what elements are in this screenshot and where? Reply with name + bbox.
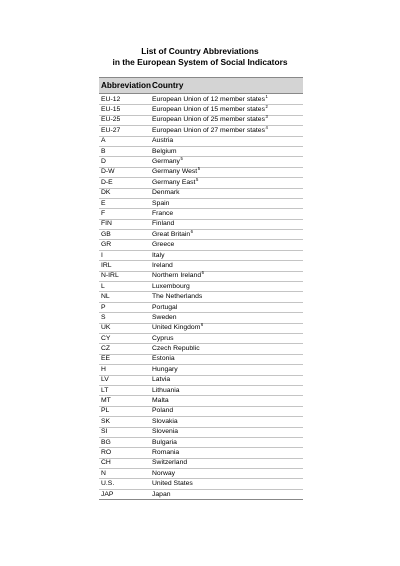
row-abbreviation: CZ <box>101 345 111 353</box>
row-abbreviation: D-W <box>101 168 115 176</box>
table-row <box>99 407 303 417</box>
row-country-cell <box>152 251 303 261</box>
table-row <box>99 209 303 219</box>
table-row <box>99 334 303 344</box>
table-row <box>99 282 303 292</box>
title-line-1: List of Country Abbreviations <box>141 46 259 56</box>
table-row <box>99 116 303 126</box>
row-country: Norway <box>152 469 176 477</box>
row-country-cell <box>152 365 303 375</box>
row-country: Slovakia <box>152 417 178 425</box>
row-country-cell <box>152 375 303 385</box>
abbreviation-table <box>99 77 303 500</box>
header-country: Country <box>152 81 184 90</box>
row-country-cell <box>152 313 303 323</box>
document-title <box>0 46 400 68</box>
row-abbreviation: E <box>101 199 106 207</box>
row-country-cell <box>152 334 303 344</box>
row-country: Germany East <box>152 178 196 186</box>
row-country: Estonia <box>152 355 175 363</box>
table-row <box>99 95 303 105</box>
row-country: Switzerland <box>152 459 188 467</box>
row-country: Bulgaria <box>152 438 177 446</box>
row-abbreviation: EE <box>101 355 111 363</box>
footnote-marker: 6 <box>200 322 204 328</box>
row-abbreviation: CH <box>101 459 111 467</box>
table-row <box>99 490 303 500</box>
row-abbreviation: D <box>101 158 106 166</box>
table-row <box>99 396 303 406</box>
table-row <box>99 168 303 178</box>
row-abbreviation: A <box>101 137 106 145</box>
row-country-cell <box>152 438 303 448</box>
table-row <box>99 251 303 261</box>
row-abbreviation: BG <box>101 438 111 446</box>
table-row <box>99 344 303 354</box>
row-country-cell <box>152 261 303 271</box>
row-abbreviation: EU-15 <box>101 106 121 114</box>
table-row <box>99 240 303 250</box>
footnote-marker: 3 <box>265 114 268 120</box>
footnote-marker: 5 <box>180 156 183 162</box>
row-country-cell <box>152 458 303 468</box>
row-country: European Union of 27 member states <box>152 126 265 134</box>
row-abbreviation: MT <box>101 397 111 405</box>
row-abbreviation: H <box>101 365 106 373</box>
row-country: The Netherlands <box>152 293 203 301</box>
table-row <box>99 272 303 282</box>
row-country: Czech Republic <box>152 345 200 353</box>
table-row <box>99 448 303 458</box>
table-row <box>99 220 303 230</box>
row-country-cell <box>152 240 303 250</box>
row-country: Greece <box>152 241 175 249</box>
footnote-marker: 1 <box>265 93 268 99</box>
footnote-marker: 5 <box>197 166 201 172</box>
table-row <box>99 261 303 271</box>
footnote-marker: 6 <box>201 270 204 276</box>
row-country-cell <box>152 95 303 105</box>
table-row <box>99 189 303 199</box>
row-abbreviation: DK <box>101 189 111 197</box>
table-row <box>99 230 303 240</box>
row-country: Great Britain <box>152 230 191 238</box>
row-abbreviation: FIN <box>101 220 112 228</box>
row-abbreviation: EU-12 <box>101 95 121 103</box>
row-country: Hungary <box>152 365 178 373</box>
table-row <box>99 428 303 438</box>
table-row <box>99 199 303 209</box>
row-abbreviation: UK <box>101 324 111 332</box>
row-country: Romania <box>152 448 180 456</box>
row-abbreviation: SK <box>101 417 111 425</box>
row-country-cell <box>152 469 303 479</box>
row-country: European Union of 12 member states <box>152 95 265 103</box>
row-country-cell <box>152 178 303 188</box>
footnote-marker: 2 <box>265 104 268 110</box>
row-abbreviation: N <box>101 469 106 477</box>
table-row <box>99 105 303 115</box>
table-row <box>99 324 303 334</box>
row-country-cell <box>152 490 303 500</box>
table-row <box>99 147 303 157</box>
row-country: Denmark <box>152 189 180 197</box>
row-country: Germany West <box>152 168 198 176</box>
row-country-cell <box>152 230 303 240</box>
row-country: Poland <box>152 407 174 415</box>
row-country: European Union of 15 member states <box>152 106 265 114</box>
table-row <box>99 459 303 469</box>
row-abbreviation: F <box>101 210 106 217</box>
row-country: Finland <box>152 220 175 228</box>
row-country: Belgium <box>152 147 177 155</box>
row-abbreviation: I <box>101 251 103 259</box>
row-country: Latvia <box>152 376 171 384</box>
row-country-cell <box>152 105 303 115</box>
row-country: Austria <box>152 137 174 145</box>
row-abbreviation: GB <box>101 230 111 238</box>
table-body <box>99 95 303 500</box>
row-country-cell <box>152 147 303 157</box>
row-country-cell <box>152 386 303 396</box>
row-country: Luxembourg <box>152 282 190 290</box>
row-country: France <box>152 210 174 217</box>
row-abbreviation: D-E <box>101 178 113 186</box>
row-country-cell <box>152 157 303 167</box>
table-row <box>99 376 303 386</box>
row-country-cell <box>152 406 303 416</box>
row-abbreviation: LV <box>101 376 109 384</box>
table-row <box>99 438 303 448</box>
row-country: United Kingdom <box>152 324 201 332</box>
row-abbreviation: PL <box>101 407 110 415</box>
table-row <box>99 386 303 396</box>
row-country: United States <box>152 480 193 488</box>
row-abbreviation: LT <box>101 386 109 394</box>
row-country: Portugal <box>152 303 178 311</box>
row-abbreviation: SI <box>101 428 108 436</box>
row-country: Sweden <box>152 313 177 321</box>
title-line-2: in the European System of Social Indicators <box>112 57 288 67</box>
row-country-cell <box>152 427 303 437</box>
row-country: Germany <box>152 158 180 166</box>
row-country-cell <box>152 323 303 333</box>
table-row <box>99 479 303 489</box>
table-header <box>99 77 303 94</box>
table-row <box>99 355 303 365</box>
row-country-cell <box>152 396 303 406</box>
footnote-marker: 5 <box>195 176 199 182</box>
table-row <box>99 417 303 427</box>
row-country: European Union of 25 member states <box>152 116 265 124</box>
table-row <box>99 178 303 188</box>
row-country-cell <box>152 354 303 364</box>
row-country: Japan <box>152 490 171 498</box>
row-country-cell <box>152 188 303 198</box>
row-country-cell <box>152 271 303 281</box>
row-country-cell <box>152 417 303 427</box>
row-abbreviation: S <box>101 313 106 321</box>
row-abbreviation: IRL <box>101 261 112 269</box>
row-country: Malta <box>152 397 169 405</box>
row-country-cell <box>152 448 303 458</box>
row-abbreviation: B <box>101 147 106 155</box>
row-country-cell <box>152 167 303 177</box>
footnote-marker: 6 <box>190 228 193 234</box>
row-country-cell <box>152 303 303 313</box>
row-country-cell <box>152 479 303 489</box>
row-abbreviation: NL <box>101 293 110 301</box>
row-country: Italy <box>152 251 165 259</box>
row-country: Slovenia <box>152 428 179 436</box>
row-abbreviation: JAP <box>101 490 114 498</box>
row-country: Spain <box>152 199 170 207</box>
row-abbreviation: N-IRL <box>101 272 119 280</box>
footnote-marker: 4 <box>265 124 268 130</box>
row-country-cell <box>152 126 303 136</box>
table-row <box>99 292 303 302</box>
table-row <box>99 137 303 147</box>
table-row <box>99 126 303 136</box>
row-abbreviation: EU-27 <box>101 126 121 134</box>
row-abbreviation: CY <box>101 334 111 342</box>
row-abbreviation: EU-25 <box>101 116 121 124</box>
row-abbreviation: RO <box>101 448 112 456</box>
row-country-cell <box>152 209 303 219</box>
header-abbreviation: Abbreviation <box>101 81 152 90</box>
row-abbreviation: U.S. <box>101 480 115 488</box>
table-row <box>99 365 303 375</box>
row-country-cell <box>152 136 303 146</box>
row-country: Ireland <box>152 261 173 269</box>
row-country-cell <box>152 219 303 229</box>
row-country: Cyprus <box>152 334 174 342</box>
row-country: Lithuania <box>152 386 180 394</box>
row-country: Northern Ireland <box>152 272 202 280</box>
table-row <box>99 157 303 167</box>
row-country-cell <box>152 292 303 302</box>
row-country-cell <box>152 344 303 354</box>
row-abbreviation: GR <box>101 241 112 249</box>
row-country-cell <box>152 199 303 209</box>
row-country-cell <box>152 282 303 292</box>
row-abbreviation: P <box>101 303 106 311</box>
row-abbreviation: L <box>101 282 105 290</box>
table-row <box>99 303 303 313</box>
row-country-cell <box>152 115 303 125</box>
table-row <box>99 469 303 479</box>
